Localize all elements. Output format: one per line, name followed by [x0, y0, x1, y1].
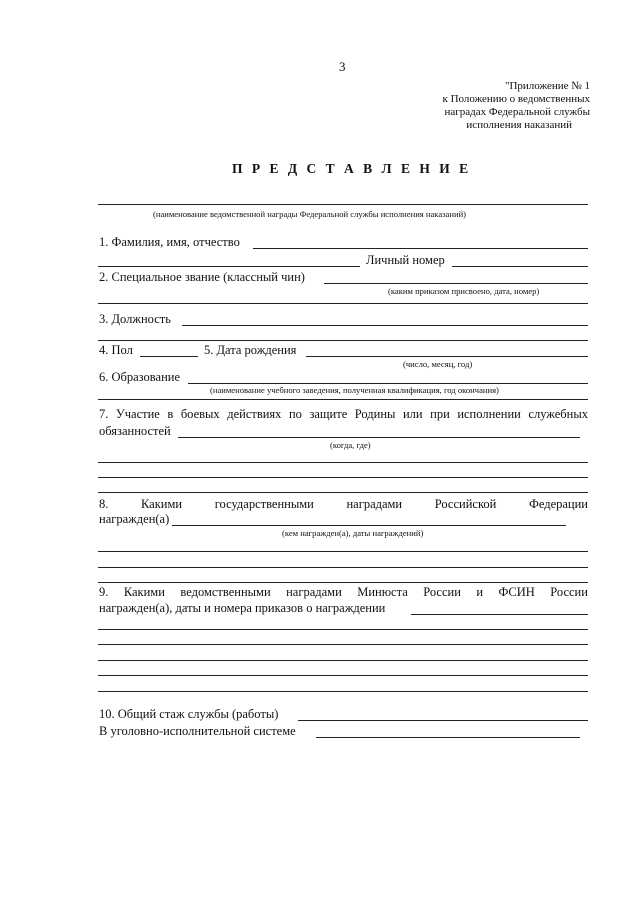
- appendix-header: [400, 80, 590, 132]
- combat-caption: (когда, где): [330, 440, 371, 450]
- position-line[interactable]: [182, 325, 588, 326]
- education-line-2[interactable]: [98, 399, 588, 400]
- field-9-label: 9. Какими ведомственными наградами Минюста России и ФСИН России: [99, 585, 588, 599]
- dept-awards-line-2[interactable]: [98, 629, 588, 630]
- award-name-line[interactable]: [98, 204, 588, 205]
- birth-date-line[interactable]: [306, 356, 588, 357]
- field-8-label: 8. Какими государственными наградами Российской Федерации: [99, 497, 588, 511]
- full-name-line[interactable]: [253, 248, 588, 249]
- field-8-continuation: награжден(а): [99, 512, 170, 526]
- gender-line[interactable]: [140, 356, 198, 357]
- field-10-label: 10. Общий стаж службы (работы): [99, 707, 279, 721]
- dept-awards-line[interactable]: [411, 614, 588, 615]
- state-awards-line-3[interactable]: [98, 567, 588, 568]
- dept-awards-line-4[interactable]: [98, 660, 588, 661]
- field-7-continuation: обязанностей: [99, 424, 171, 438]
- appendix-line-4: исполнения наказаний: [466, 119, 572, 131]
- rank-line[interactable]: [324, 283, 588, 284]
- education-line[interactable]: [188, 383, 588, 384]
- field-4-label: 4. Пол: [99, 343, 133, 357]
- appendix-line-2: к Положению о ведомственных: [442, 93, 590, 105]
- service-length-line[interactable]: [298, 720, 588, 721]
- penal-service-line[interactable]: [316, 737, 580, 738]
- page-number: 3: [339, 59, 346, 74]
- dept-awards-line-5[interactable]: [98, 675, 588, 676]
- field-5-label: 5. Дата рождения: [204, 343, 297, 357]
- field-2-label: 2. Специальное звание (классный чин): [99, 270, 305, 284]
- combat-line[interactable]: [178, 437, 580, 438]
- field-7-label: 7. Участие в боевых действиях по защите Родины или при исполнении служебных: [99, 407, 588, 421]
- personal-number-line[interactable]: [452, 266, 588, 267]
- award-caption: (наименование ведомственной награды Федеральной службы исполнения наказаний): [153, 209, 467, 219]
- appendix-line-3: наградах Федеральной службы: [444, 106, 590, 118]
- appendix-line-1: "Приложение № 1: [504, 80, 590, 92]
- personal-number-label: Личный номер: [366, 253, 445, 267]
- education-caption: (наименование учебного заведения, полученная квалификация, год окончания): [210, 385, 499, 395]
- rank-caption: (каким приказом присвоено, дата, номер): [388, 286, 540, 296]
- combat-line-2[interactable]: [98, 462, 588, 463]
- state-awards-line-2[interactable]: [98, 551, 588, 552]
- field-9-continuation: награжден(а), даты и номера приказов о награждении: [99, 601, 386, 615]
- full-name-line-2[interactable]: [98, 266, 360, 267]
- rank-line-2[interactable]: [98, 303, 588, 304]
- dept-awards-line-6[interactable]: [98, 691, 588, 692]
- field-6-label: 6. Образование: [99, 370, 181, 384]
- document-title: П Р Е Д С Т А В Л Е Н И Е: [232, 161, 472, 176]
- birth-date-caption: (число, месяц, год): [403, 359, 473, 369]
- field-10-sublabel: В уголовно-исполнительной системе: [99, 724, 296, 738]
- combat-line-4[interactable]: [98, 492, 588, 493]
- dept-awards-line-3[interactable]: [98, 644, 588, 645]
- state-awards-caption: (кем награжден(а), даты награждений): [282, 528, 424, 538]
- state-awards-line[interactable]: [172, 525, 566, 526]
- state-awards-line-4[interactable]: [98, 582, 588, 583]
- combat-line-3[interactable]: [98, 477, 588, 478]
- position-line-2[interactable]: [98, 340, 588, 341]
- field-3-label: 3. Должность: [99, 312, 171, 326]
- field-1-label: 1. Фамилия, имя, отчество: [99, 235, 240, 249]
